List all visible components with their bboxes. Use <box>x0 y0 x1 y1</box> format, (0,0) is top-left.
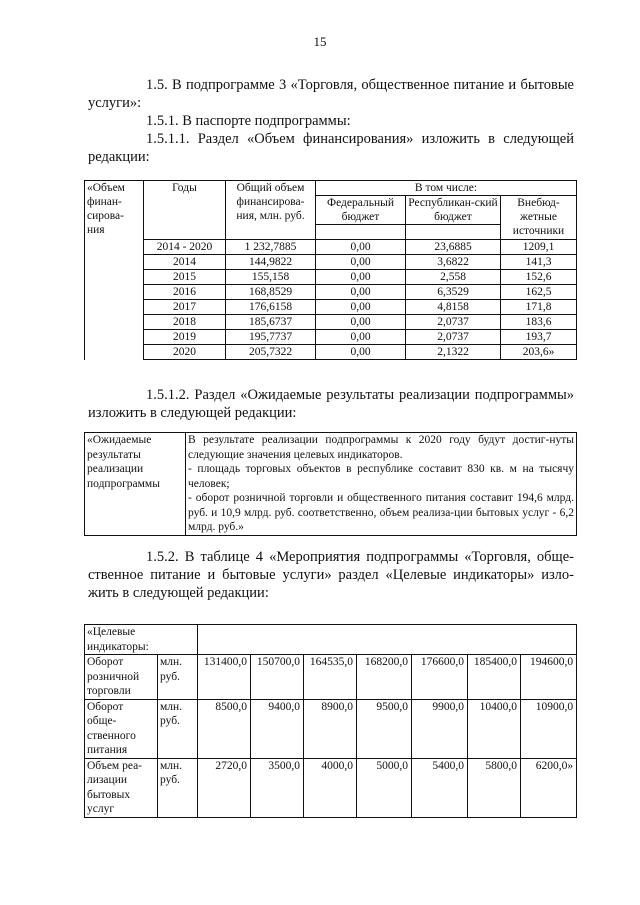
extrabudget-header: Внебюд-жетные источники <box>501 196 577 240</box>
years-header: Годы <box>144 181 226 240</box>
page-number: 15 <box>313 34 327 49</box>
financing-row-label: «Объем финан-сирова-ния <box>85 181 144 360</box>
table-row: 2019 195,7737 0,00 2,0737 193,7 <box>85 330 577 345</box>
table-row: Объем реа-лизации бытовых услуг млн. руб. 2720,0 3500,0 4000,0 5000,0 5400,0 5800,0 6200,0» <box>85 758 577 817</box>
expected-results-table <box>84 432 577 536</box>
table-row: 2018 185,6737 0,00 2,0737 183,6 <box>85 315 577 330</box>
table-row: 2017 176,6158 0,00 4,8158 171,8 <box>85 300 577 315</box>
paragraph-1-5-2: 1.5.2. В таблице 4 «Мероприятия подпрограммы «Торговля, обще-ственное питание и бытовые услуги» раздел «Целевые индикаторы» изло-жить в следующей редакции: <box>88 549 574 601</box>
table-row: 2015 155,158 0,00 2,558 152,6 <box>85 270 577 285</box>
federal-header: Федеральный бюджет <box>316 196 406 225</box>
table-row: 2014 - 2020 1 232,7885 0,00 23,6885 1209,1 <box>85 240 577 255</box>
table-row: 2016 168,8529 0,00 6,3529 162,5 <box>85 285 577 300</box>
republic-header: Республикан-ский бюджет <box>406 196 501 225</box>
financing-table <box>84 180 577 360</box>
paragraph-1-5-1-1: 1.5.1.1. Раздел «Объем финансирования» изложить в следующей редакции: <box>88 131 574 165</box>
total-header: Общий объем финансирова-ния, млн. руб. <box>226 181 316 240</box>
expected-results-label: «Ожидаемые результаты реализации подпрограммы <box>85 433 186 536</box>
expected-results-text: В результате реализации подпрограммы к 2020 году будут достиг-нуты следующие значения целевых индикаторов. - площадь торговых объектов в республике составит 830 кв. м на тысячу человек; - оборот розничной торговли и общественного питания составит 194,6 млрд. руб. и 10,9 млрд. руб. соответственно, объем реализа-ции бытовых услуг - 6,2 млрд. руб.» <box>186 433 577 536</box>
table-row: 2020 205,7322 0,00 2,1322 203,6» <box>85 345 577 360</box>
paragraph-1-5-1-2: 1.5.1.2. Раздел «Ожидаемые результаты реализации подпрограммы» изложить в следующей редакции: <box>88 387 574 421</box>
paragraph-1-5: 1.5. В подпрограмме 3 «Торговля, общественное питание и бытовые услуги»: <box>88 77 574 111</box>
target-indicators-header: «Целевые индикаторы: <box>85 625 198 655</box>
table-row: Оборот обще-ственного питания млн. руб. 8500,0 9400,0 8900,0 9500,0 9900,0 10400,0 10900,0 <box>85 699 577 758</box>
table-row: Оборот розничной торговли млн. руб. 131400,0 150700,0 164535,0 168200,0 176600,0 185400,0 194600,0 <box>85 655 577 700</box>
table-row: 2014 144,9822 0,00 3,6822 141,3 <box>85 255 577 270</box>
paragraph-1-5-1: 1.5.1. В паспорте подпрограммы: <box>146 113 351 129</box>
target-indicators-table <box>84 624 577 818</box>
including-header: В том числе: <box>316 181 577 196</box>
